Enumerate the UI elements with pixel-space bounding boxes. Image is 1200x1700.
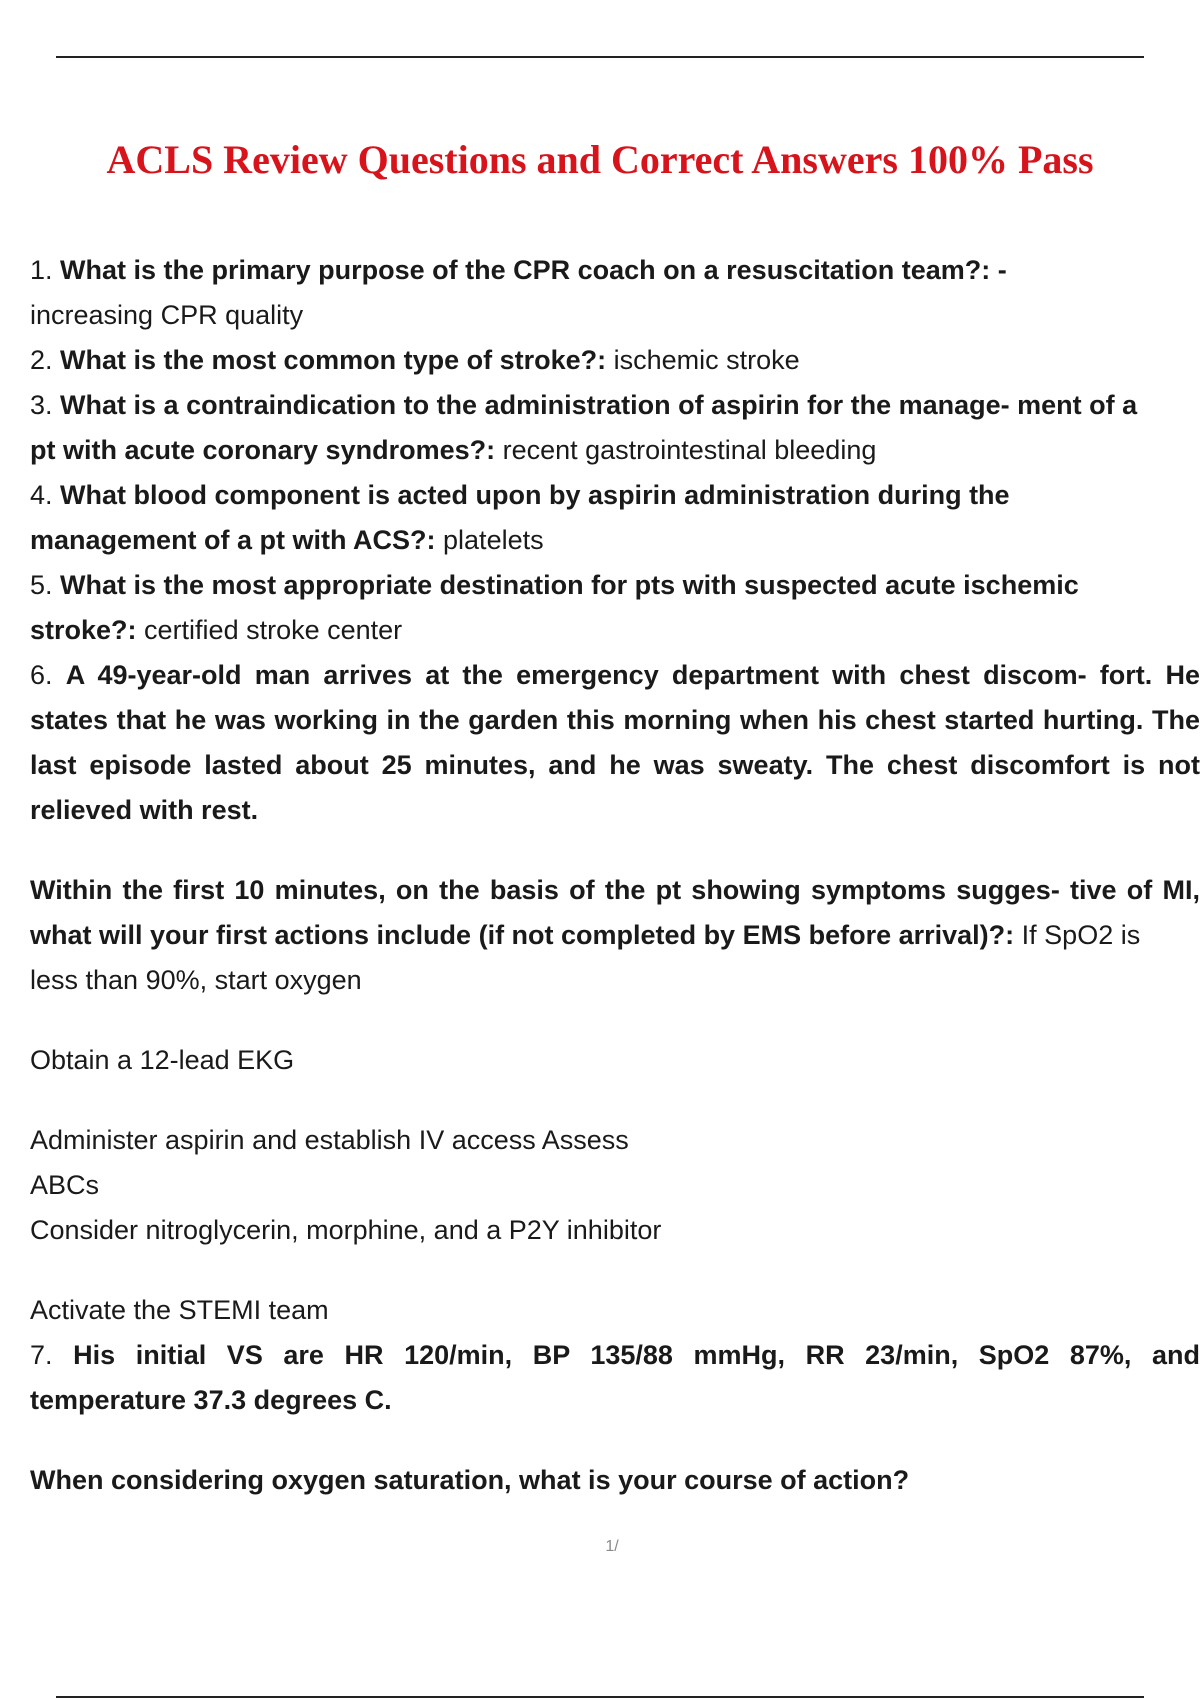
question-5-line-1 xyxy=(30,563,1200,608)
question-4-number: 4. xyxy=(30,480,53,510)
question-5-line-2 xyxy=(30,608,1200,653)
question-6-scenario-line-4: relieved with rest. xyxy=(30,795,259,825)
question-1-number: 1. xyxy=(30,255,53,285)
answer-6-step-2: Administer aspirin and establish IV access Assess xyxy=(30,1125,629,1155)
page-number: 1/ xyxy=(605,1538,619,1555)
question-4-text-2: management of a pt with ACS?: xyxy=(30,525,436,555)
question-6-scenario-line-3: last episode lasted about 25 minutes, and he was sweaty. The chest discomfort is not xyxy=(30,750,1200,780)
spacer xyxy=(30,833,1200,868)
question-6-question-text-2: what will your first actions include (if not completed by EMS before arrival)?: xyxy=(30,920,1015,950)
question-6-scenario-text-1: A 49-year-old man arrives at the emergency department with chest discom- fort. He xyxy=(65,660,1200,690)
question-2-line xyxy=(30,338,1200,383)
spacer xyxy=(30,1003,1200,1038)
answer-5: certified stroke center xyxy=(144,615,403,645)
question-3-line-2 xyxy=(30,428,1200,473)
question-6-question-line-2 xyxy=(30,913,1200,958)
answer-6-step-3: ABCs xyxy=(30,1170,100,1200)
spacer xyxy=(30,1253,1200,1288)
document-body xyxy=(30,248,1200,1503)
question-7-scenario-text-1: His initial VS are HR 120/min, BP 135/88 mmHg, RR 23/min, SpO2 87%, and xyxy=(73,1340,1200,1370)
question-2-number: 2. xyxy=(30,345,53,375)
question-7-question: When considering oxygen saturation, what is your course of action? xyxy=(30,1465,910,1495)
question-3-text-2: pt with acute coronary syndromes?: xyxy=(30,435,496,465)
question-2-text: What is the most common type of stroke?: xyxy=(60,345,607,375)
question-6-scenario-line-1 xyxy=(30,653,1200,698)
spacer xyxy=(30,1083,1200,1118)
question-3-text-1: What is a contraindication to the administration of aspirin for the manage- ment of a xyxy=(60,390,1138,420)
answer-4: platelets xyxy=(443,525,544,555)
bottom-rule xyxy=(56,1696,1144,1698)
question-4-line-1 xyxy=(30,473,1200,518)
question-7-scenario-line-2: temperature 37.3 degrees C. xyxy=(30,1385,392,1415)
answer-6-inline: If SpO2 is xyxy=(1021,920,1141,950)
top-rule xyxy=(56,56,1144,58)
answer-6-line-2: less than 90%, start oxygen xyxy=(30,965,362,995)
answer-1: increasing CPR quality xyxy=(30,300,304,330)
question-1-line xyxy=(30,248,1200,293)
question-4-text-1: What blood component is acted upon by aspirin administration during the xyxy=(60,480,1010,510)
question-3-line-1 xyxy=(30,383,1200,428)
question-5-number: 5. xyxy=(30,570,53,600)
question-7-scenario-line-1 xyxy=(30,1333,1200,1378)
question-7-number: 7. xyxy=(30,1340,53,1370)
answer-6-step-5: Activate the STEMI team xyxy=(30,1295,329,1325)
question-1-text: What is the primary purpose of the CPR coach on a resuscitation team?: - xyxy=(60,255,1007,285)
question-4-line-2 xyxy=(30,518,1200,563)
question-6-number: 6. xyxy=(30,660,53,690)
document-title: ACLS Review Questions and Correct Answers 100% Pass xyxy=(106,137,1094,182)
answer-6-step-4: Consider nitroglycerin, morphine, and a P2Y inhibitor xyxy=(30,1215,662,1245)
answer-2: ischemic stroke xyxy=(613,345,800,375)
question-6-question-line-1: Within the first 10 minutes, on the basis of the pt showing symptoms sugges- tive of MI, xyxy=(30,875,1200,905)
question-3-number: 3. xyxy=(30,390,53,420)
question-5-text-1: What is the most appropriate destination for pts with suspected acute ischemic xyxy=(60,570,1079,600)
spacer xyxy=(30,1423,1200,1458)
answer-3: recent gastrointestinal bleeding xyxy=(502,435,877,465)
answer-6-step-1: Obtain a 12-lead EKG xyxy=(30,1045,295,1075)
question-5-text-2: stroke?: xyxy=(30,615,137,645)
question-6-scenario-line-2: states that he was working in the garden this morning when his chest started hurting. The xyxy=(30,705,1200,735)
